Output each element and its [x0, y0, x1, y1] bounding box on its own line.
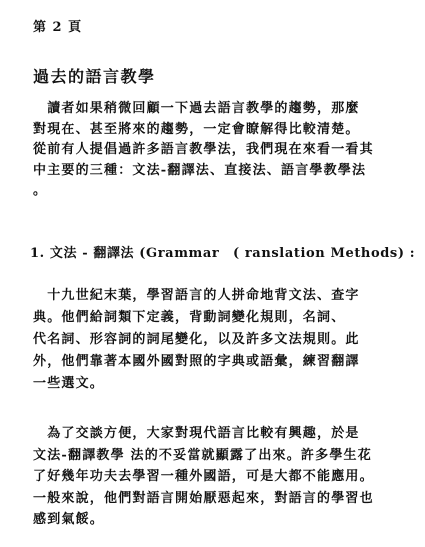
method-subheading: 1. 文法 - 翻譯法 (Grammar ( ranslation Methods) : [30, 246, 416, 261]
paragraph-line: 典。他們給詞類下定義，背動詞變化規則，名詞、 [33, 310, 346, 325]
body-paragraph-2 [33, 423, 399, 531]
body-paragraph-1 [33, 285, 399, 395]
paragraph-line: 十九世紀末葉，學習語言的人拼命地背文法、查字 [33, 288, 360, 303]
paragraph-line: 讀者如果稍微回顧一下過去語言教學的趨勢，那麼 [33, 101, 360, 116]
paragraph-line: 對現在、甚至將來的趨勢，一定會瞭解得比較清楚。 [33, 121, 360, 137]
paragraph-line: 。 [33, 183, 48, 198]
paragraph-line: 代名詞、形容詞的詞尾變化，以及許多文法規則。此 [33, 332, 360, 347]
paragraph-line: 一些選文。 [33, 376, 105, 391]
paragraph-line: 為了交談方便，大家對現代語言比較有興趣，於是 [33, 426, 360, 441]
paragraph-line: 外，他們靠著本國外國對照的字典或語彙，練習翻譯 [33, 354, 360, 369]
paragraph-line: 從前有人提倡過許多語言教學法，我們現在來看一看其 [33, 142, 374, 157]
paragraph-line: 文法-翻譯教學 法的不妥當就顯露了出來。許多學生花 [33, 447, 372, 463]
paragraph-line: 一般來說，他們對語言開始厭惡起來，對語言的學習也 [33, 490, 374, 506]
paragraph-line: 了好幾年功夫去學習一種外國語，可是大都不能應用。 [33, 469, 374, 484]
paragraph-line: 感到氣餒。 [33, 512, 105, 527]
page-number: 第 2 頁 [33, 20, 83, 35]
paragraph-line: 中主要的三種：文法-翻譯法、直接法、語言學教學法 [33, 162, 367, 178]
section-title: 過去的語言教學 [33, 67, 156, 86]
intro-paragraph [33, 99, 399, 202]
